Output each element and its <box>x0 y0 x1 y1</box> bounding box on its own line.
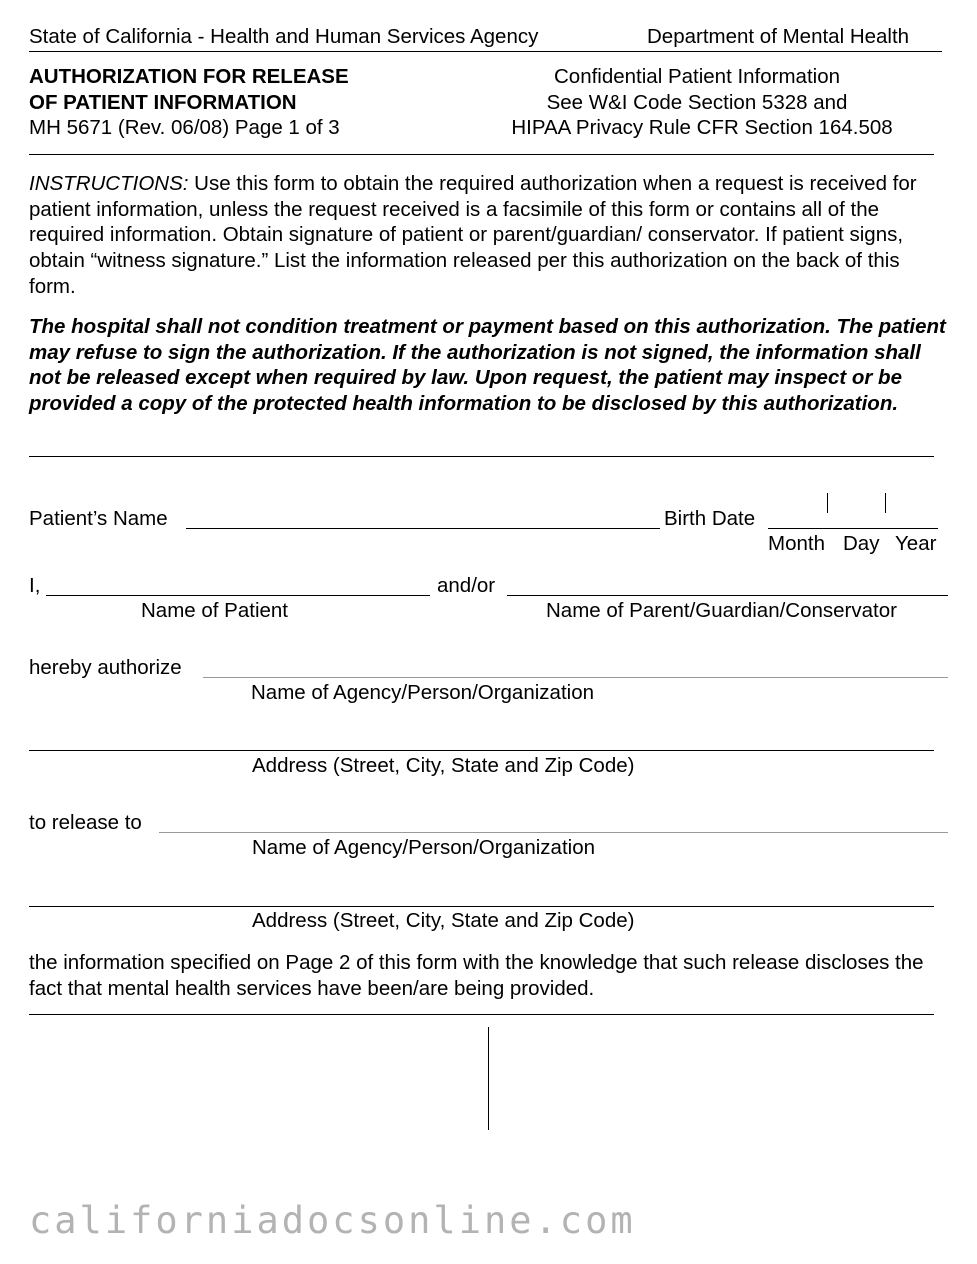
closing-statement: the information specified on Page 2 of this form with the knowledge that such release discloses the fact that mental health services have been/are being provided. <box>29 951 924 1000</box>
instructions-paragraph <box>29 171 944 300</box>
notice-rule <box>29 456 934 457</box>
closing-rule <box>29 1014 934 1015</box>
authorizing-address-field[interactable] <box>29 750 934 751</box>
signature-area-divider <box>488 1027 489 1130</box>
confidential-line1: Confidential Patient Information <box>553 65 841 88</box>
birth-date-divider-2 <box>885 493 886 513</box>
header-rule <box>29 51 942 52</box>
confidential-line3: HIPAA Privacy Rule CFR Section 164.508 <box>511 116 893 140</box>
form-title-line1: AUTHORIZATION FOR RELEASE <box>29 65 349 88</box>
and-or-label: and/or <box>437 574 496 597</box>
agency-caption-2: Name of Agency/Person/Organization <box>252 836 595 859</box>
patient-name-label: Patient’s Name <box>29 507 168 530</box>
form-id: MH 5671 (Rev. 06/08) Page 1 of 3 <box>29 116 340 140</box>
confidential-line2: See W&I Code Section 5328 and <box>546 90 848 114</box>
notice-paragraph: The hospital shall not condition treatment or payment based on this authorization. The patient may refuse to sign the authorization. If the authorization is not signed, the information shall not be released except when required by law. Upon request, the patient may inspect or be provided a copy of the protected health information to be disclosed by this authorization. <box>29 315 946 416</box>
birth-date-label: Birth Date <box>664 507 756 530</box>
authorizing-agency-field[interactable] <box>203 677 948 678</box>
birth-date-divider-1 <box>827 493 828 513</box>
patient-signer-name-field[interactable] <box>46 595 430 596</box>
release-to-label: to release to <box>29 811 142 834</box>
parent-guardian-name-field[interactable] <box>507 595 948 596</box>
year-caption: Year <box>895 532 937 555</box>
instructions-text: Use this form to obtain the required authorization when a request is received for patient information, unless the request received is a facsimile of this form or contains all of the required information. Obtain signature of patient or parent/guardian/ conservator. If patient signs, obtain “witness signature.” List the information released per this authorization on the back of this form. <box>29 172 917 298</box>
instructions-label: INSTRUCTIONS: <box>29 172 189 195</box>
birth-date-field[interactable] <box>768 528 938 529</box>
title-rule <box>29 154 934 155</box>
agency-caption-1: Name of Agency/Person/Organization <box>251 681 594 704</box>
agency-name: State of California - Health and Human Services Agency <box>29 25 539 48</box>
recipient-agency-field[interactable] <box>159 832 948 833</box>
name-of-patient-caption: Name of Patient <box>141 599 288 622</box>
address-caption-2: Address (Street, City, State and Zip Code) <box>252 909 635 932</box>
hereby-authorize-label: hereby authorize <box>29 656 182 679</box>
patient-name-field[interactable] <box>186 528 660 529</box>
month-caption: Month <box>768 532 825 555</box>
i-label: I, <box>29 574 41 597</box>
department-name: Department of Mental Health <box>647 25 910 48</box>
address-caption-1: Address (Street, City, State and Zip Code) <box>252 754 635 777</box>
day-caption: Day <box>843 532 880 555</box>
recipient-address-field[interactable] <box>29 906 934 907</box>
form-title-line2: OF PATIENT INFORMATION <box>29 90 297 114</box>
name-of-parent-caption: Name of Parent/Guardian/Conservator <box>546 599 897 622</box>
site-watermark: californiadocsonline.com <box>29 1199 636 1242</box>
